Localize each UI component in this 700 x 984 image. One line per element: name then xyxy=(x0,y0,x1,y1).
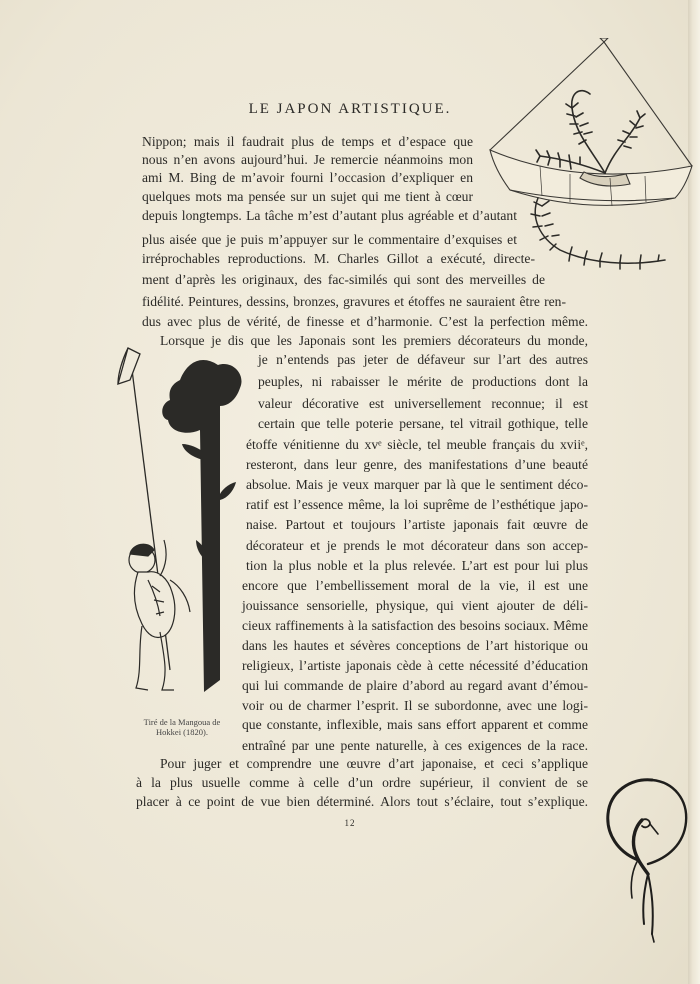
body-line: étoffe vénitienne du xvᵉ siècle, tel meuble français du xviiᵉ, xyxy=(246,437,588,452)
body-line: naise. Partout et toujours l’artiste japonais fait œuvre de xyxy=(246,517,588,532)
caption-line: Tiré de la Mangoua de xyxy=(143,717,221,727)
body-line: décorateur et je prends le mot décorateur dans son accep- xyxy=(246,538,588,553)
body-line: cieux raffinements à la satisfaction des besoins sociaux. Même xyxy=(242,618,588,633)
body-line: nous n’en avons aujourd’hui. Je remercie néanmoins mon xyxy=(142,152,473,167)
body-line: jouissance sensorielle, physique, qui vient ajouter de déli- xyxy=(242,598,588,613)
body-line: plus aisée que je puis m’appuyer sur le commentaire d’exquises et xyxy=(142,232,517,247)
body-line: Pour juger et comprendre une œuvre d’art japonaise, et ceci s’applique xyxy=(160,756,588,771)
body-line: ratif est l’essence même, la loi suprême de l’esthétique japo- xyxy=(246,497,588,512)
running-head: LE JAPON ARTISTIQUE. xyxy=(248,101,452,117)
body-line: dus avec plus de vérité, de finesse et d’harmonie. C’est la perfection même. xyxy=(142,314,588,329)
body-line: placer à ce point de vue bien déterminé. Alors tout s’éclaire, tout s’explique. xyxy=(136,794,588,809)
body-line: ment d’après les originaux, des fac-similés qui sont des merveilles de xyxy=(142,272,545,287)
body-line: Nippon; mais il faudrait plus de temps et d’espace que xyxy=(142,134,473,149)
body-line: encore que l’embellissement moral de la vie, il est une xyxy=(242,578,588,593)
body-line: certain que telle poterie persane, tel vitrail gothique, telle xyxy=(258,416,588,431)
body-line: fidélité. Peintures, dessins, bronzes, gravures et étoffes ne sauraient être ren- xyxy=(142,294,566,309)
body-line: voir ou de charmer l’esprit. Il se subordonne, avec une logi- xyxy=(242,698,588,713)
body-line: à la plus usuelle comme à celle d’un ordre supérieur, il convient de se xyxy=(136,775,588,790)
caption-line: Hokkei (1820). xyxy=(156,727,208,737)
body-line: ami M. Bing de m’avoir fourni l’occasion d’expliquer en xyxy=(142,170,473,185)
body-line: peuples, ni rabaisser le mérite de productions dont la xyxy=(258,374,588,389)
body-line: je n’entends pas jeter de défaveur sur l’art des autres xyxy=(258,352,588,367)
page-number: 12 xyxy=(344,818,356,828)
body-line: resteront, dans leur genre, des manifestations d’une beauté xyxy=(246,457,588,472)
body-line: absolue. Mais je veux marquer par là que le sentiment déco- xyxy=(246,477,588,492)
body-line: depuis longtemps. La tâche m’est d’autant plus agréable et d’autant xyxy=(142,208,517,223)
body-line: dans les hautes et sévères conceptions de l’art historique ou xyxy=(242,638,588,653)
body-line: qui lui commande de plaire d’abord au regard avant d’émou- xyxy=(242,678,588,693)
body-line: irréprochables reproductions. M. Charles Gillot a exécuté, directe- xyxy=(142,251,535,266)
body-line: religieux, l’artiste japonais cède à cette nécessité d’éducation xyxy=(242,658,588,673)
body-line: valeur décorative est universellement reconnue; il est xyxy=(258,396,588,411)
body-line: tion la plus noble et la plus relevée. L’art est pour lui plus xyxy=(246,558,588,573)
body-line: entraîné par une pente naturelle, à ces exigences de la race. xyxy=(242,738,588,753)
body-line: que constante, inflexible, mais sans effort apparent et comme xyxy=(242,717,588,732)
body-line: Lorsque je dis que les Japonais sont les premiers décorateurs du monde, xyxy=(160,333,588,348)
body-line: quelques mots ma pensée sur un sujet qui me tient à cœur xyxy=(142,189,473,204)
figure-caption xyxy=(134,717,230,737)
child-with-flag-illustration xyxy=(108,340,248,710)
crane-ornament xyxy=(602,774,694,944)
